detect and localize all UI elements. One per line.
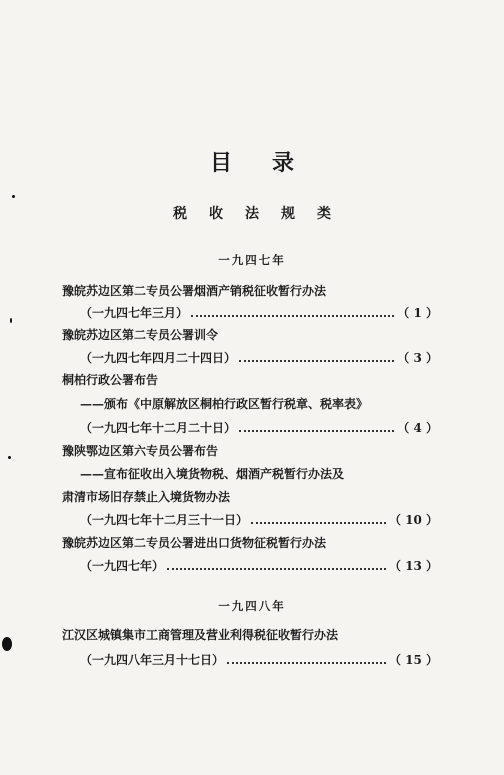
toc-entry-date-row [80,305,438,321]
scan-speck [12,195,15,198]
toc-entry-date: （一九四七年三月） [80,306,189,320]
toc-entry-date: （一九四八年三月十七日） [80,653,225,667]
toc-entry-date: （一九四七年十二月二十日） [80,421,237,435]
toc-entry-date-row [80,558,438,574]
toc-entry-title: 江汉区城镇集市工商管理及营业利得税征收暂行办法 [62,628,339,642]
toc-entry-page: （ 13 ） [388,559,438,573]
dot-leader [239,421,394,432]
dot-leader [227,653,386,664]
toc-entry-page: （ 4 ） [397,421,438,435]
toc-entry-subtitle: ——颁布《中原解放区桐柏行政区暂行税章、税率表》 [80,397,369,411]
toc-entry-page: （ 15 ） [388,653,438,667]
scan-speck [10,318,12,323]
toc-entry-page: （ 10 ） [388,513,438,527]
toc-entry-date-row [80,350,438,366]
year-heading-1947: 一九四七年 [218,253,286,267]
dot-leader [167,559,386,570]
toc-entry-title: 豫皖苏边区第二专员公署进出口货物征税暂行办法 [62,536,327,550]
dot-leader [191,306,394,317]
toc-entry-date: （一九四七年四月二十四日） [80,351,237,365]
toc-entry-date-row [80,652,438,668]
toc-entry-subtitle: ——宣布征收出入境货物税、烟酒产税暂行办法及 [80,467,345,481]
page-title: 目录 [209,150,334,176]
toc-entry-title: 豫陕鄂边区第六专员公署布告 [62,444,219,458]
toc-entry-date: （一九四七年） [80,559,165,573]
toc-entry-page: （ 1 ） [397,306,438,320]
toc-entry-subtitle-continued: 肃清市场旧存禁止入境货物办法 [62,490,231,504]
toc-entry-page: （ 3 ） [397,351,438,365]
year-heading-1948: 一九四八年 [218,599,286,613]
toc-entry-title: 桐柏行政公署布告 [62,373,159,387]
toc-entry-date-row [80,512,438,528]
scan-ink-blot [2,637,12,651]
toc-entry-title: 豫皖苏边区第二专员公署烟酒产销税征收暂行办法 [62,284,327,298]
scan-speck [8,456,11,459]
toc-entry-date-row [80,420,438,436]
dot-leader [251,513,386,524]
dot-leader [239,351,394,362]
toc-entry-title: 豫皖苏边区第二专员公署训令 [62,328,219,342]
section-category-title: 税收法规类 [173,206,353,222]
toc-entry-date: （一九四七年十二月三十一日） [80,513,249,527]
